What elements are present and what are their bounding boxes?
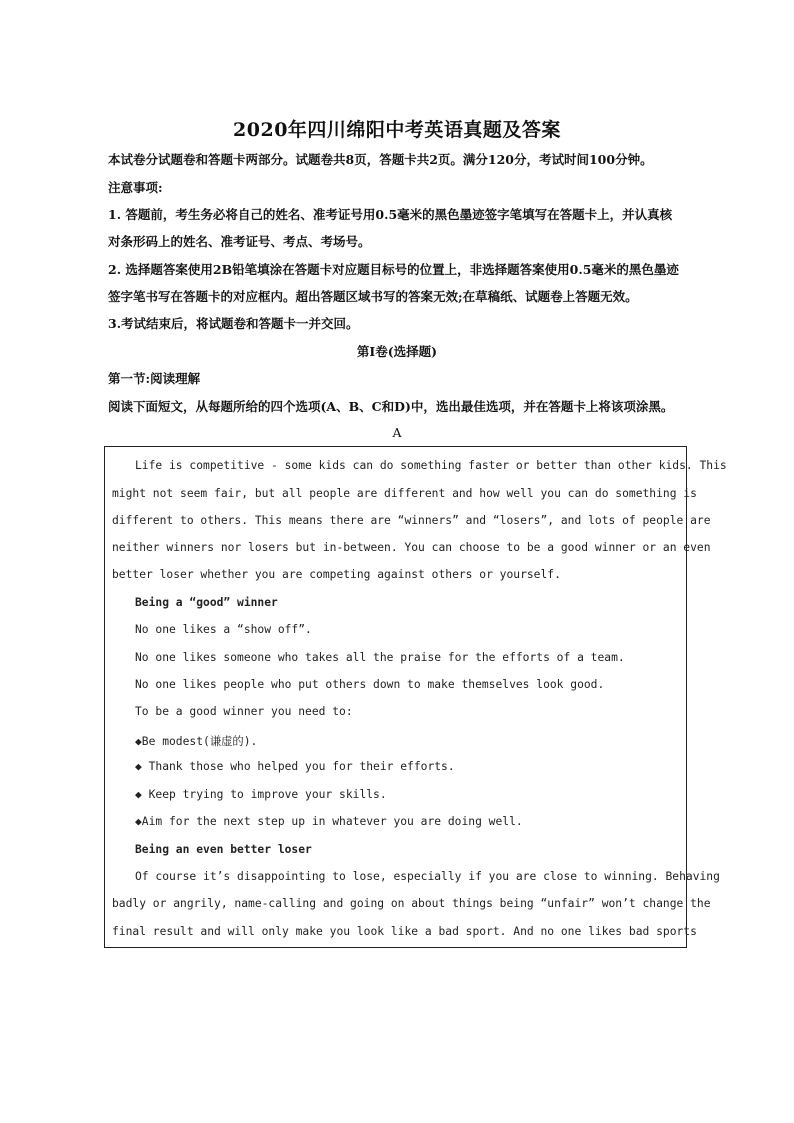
bullet-item: ◆ Thank those who helped you for their efforts. — [135, 760, 455, 773]
passage-box — [104, 446, 727, 948]
passage-p1-line-1: Life is competitive - some kids can do something faster or better than other kids. This — [135, 459, 727, 472]
passage-sentence: No one likes a “show off”. — [135, 623, 312, 636]
passage-sentence: No one likes someone who takes all the praise for the efforts of a team. — [135, 651, 625, 664]
passage-p1-line-5: better loser whether you are competing against others or yourself. — [112, 568, 561, 581]
passage-p2-line-3: final result and will only make you look like a bad sport. And no one likes bad sports — [112, 925, 697, 938]
passage-sentence: No one likes people who put others down to make themselves look good. — [135, 678, 605, 691]
note-2-line-2: 签字笔书写在答题卡的对应框内。超出答题区域书写的答案无效;在草稿纸、试题卷上答题无效。 — [108, 289, 638, 304]
passage-sentence: To be a good winner you need to: — [135, 705, 353, 718]
volume-heading: 第Ⅰ卷(选择题) — [356, 344, 438, 359]
part-heading: 第一节:阅读理解 — [108, 371, 201, 386]
note-1-line-2: 对条形码上的姓名、准考证号、考点、考场号。 — [108, 234, 371, 249]
note-2-line-1: 2. 选择题答案使用2B铅笔填涂在答题卡对应题目标号的位置上，非选择题答案使用0.5毫米的黑色墨迹 — [108, 262, 679, 277]
passage-p1-line-3: different to others. This means there are “winners” and “losers”, and lots of people are — [112, 514, 711, 527]
passage-p2-line-2: badly or angrily, name-calling and going on about things being “unfair” won’t change the — [112, 897, 711, 910]
passage-p2-line-1: Of course it’s disappointing to lose, especially if you are close to winning. Behaving — [135, 870, 720, 883]
note-1-line-1: 1. 答题前，考生务必将自己的姓名、准考证号用0.5毫米的黑色墨迹签字笔填写在答题卡上，并认真核 — [108, 207, 673, 222]
note-3: 3.考试结束后，将试题卷和答题卡一并交回。 — [108, 316, 359, 331]
exam-intro: 本试卷分试题卷和答题卡两部分。试题卷共8页，答题卡共2页。满分120分，考试时间100分钟。 — [108, 152, 653, 167]
reading-directions: 阅读下面短文，从每题所给的四个选项(A、B、C和D)中，选出最佳选项，并在答题卡上将该项涂黑。 — [108, 399, 674, 414]
notes-heading: 注意事项: — [108, 180, 163, 195]
bullet-item: ◆ Keep trying to improve your skills. — [135, 788, 387, 801]
bullet-item: ◆Aim for the next step up in whatever you are doing well. — [135, 815, 523, 828]
passage-p1-line-4: neither winners nor losers but in-between. You can choose to be a good winner or an even — [112, 541, 711, 554]
subheading-better-loser: Being an even better loser — [135, 843, 312, 856]
bullet-item: ◆Be modest(谦虚的). — [135, 735, 258, 748]
page-title: 2020年四川绵阳中考英语真题及答案 — [233, 119, 561, 141]
passage-p1-line-2: might not seem fair, but all people are different and how well you can do something is — [112, 487, 697, 500]
passage-label: A — [392, 425, 402, 440]
subheading-good-winner: Being a “good” winner — [135, 596, 278, 609]
